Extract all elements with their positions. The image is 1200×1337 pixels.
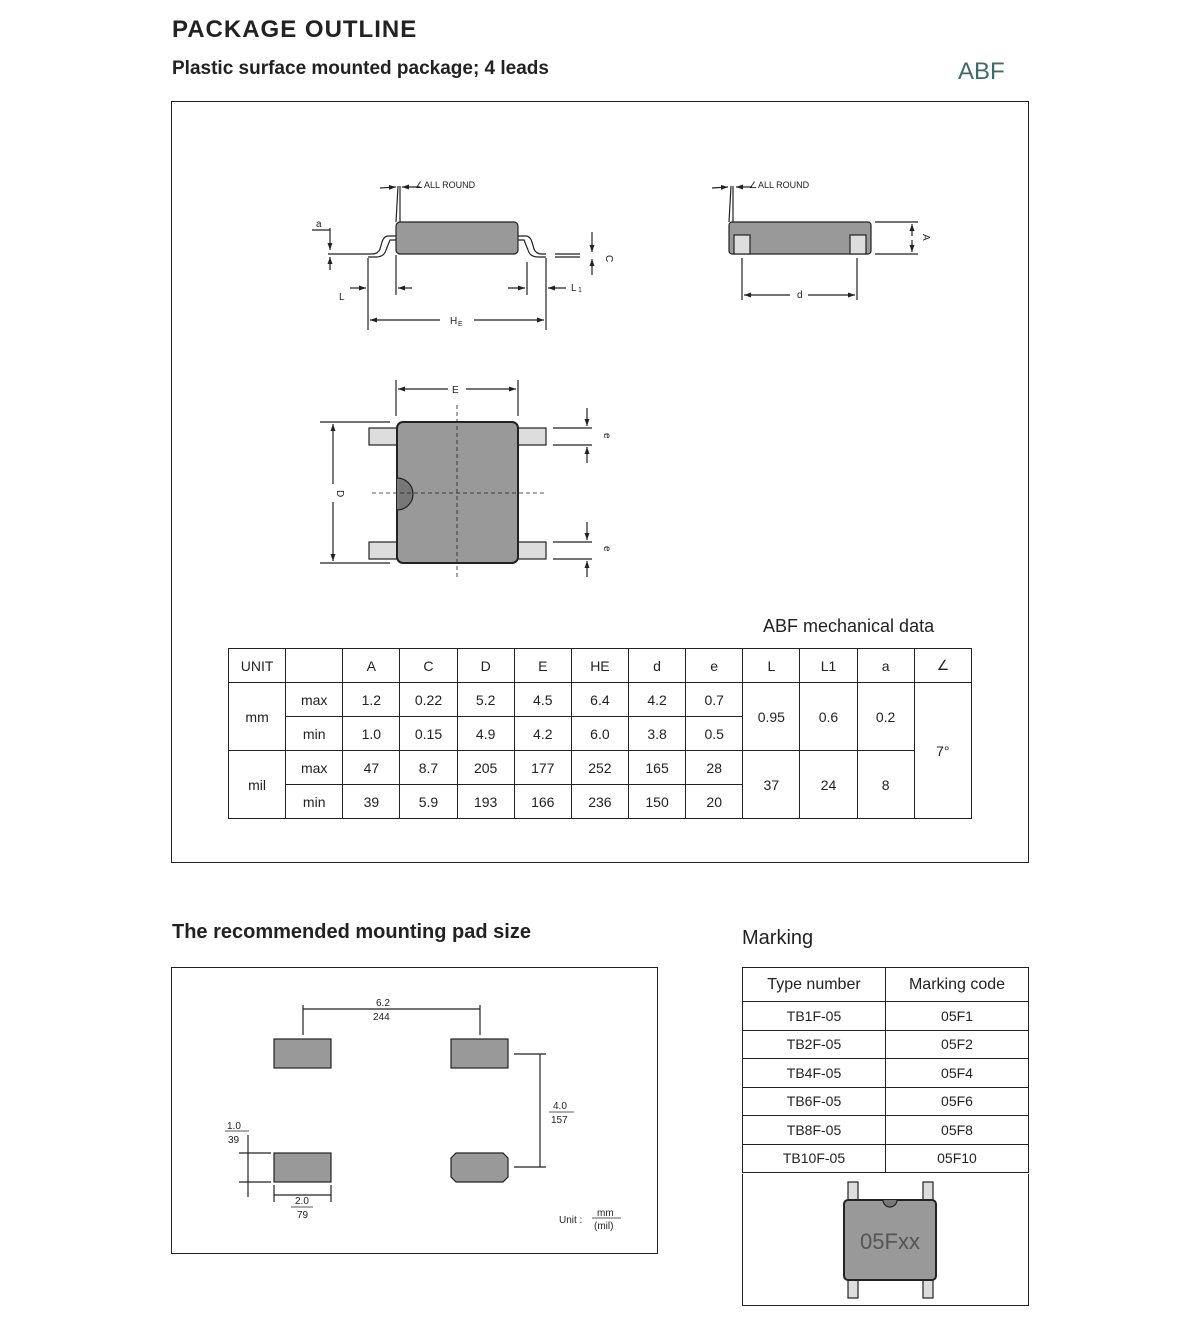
page-subtitle: Plastic surface mounted package; 4 leads: [172, 58, 549, 79]
side-body: [396, 222, 518, 254]
col-c: C: [400, 649, 457, 683]
table-row: [743, 968, 1029, 1002]
col-l: L: [743, 649, 800, 683]
d-big-label: D: [334, 490, 345, 498]
he-label: H: [450, 316, 458, 327]
angle-value: 7°: [914, 683, 971, 819]
col-he: HE: [571, 649, 628, 683]
col-d-small: d: [628, 649, 685, 683]
col-type: Type number: [743, 968, 886, 1002]
all-round-label-2: ALL ROUND: [758, 180, 810, 190]
col-d: D: [457, 649, 514, 683]
marking-chip: [742, 1174, 1029, 1306]
table-row: min 1.0 0.15 4.9 4.2 6.0 3.8 0.5: [229, 717, 972, 751]
outline-drawings: [0, 0, 1200, 620]
pad-height-mm: 4.0: [553, 1101, 567, 1112]
unit-mm: mm: [229, 683, 286, 751]
pad-h-mil: 39: [228, 1135, 240, 1146]
l1-label: L: [571, 283, 577, 294]
unit-mm: mm: [597, 1208, 614, 1219]
table-row: TB10F-05 05F10: [743, 1144, 1029, 1173]
page-title: PACKAGE OUTLINE: [172, 16, 418, 43]
pad-bottom-left: [274, 1153, 331, 1182]
side-view: [312, 186, 592, 330]
pad-top-left: [274, 1039, 331, 1068]
table-row: TB8F-05 05F8: [743, 1116, 1029, 1145]
col-e: E: [514, 649, 571, 683]
svg-text:∠: ∠: [415, 180, 424, 190]
e-top-label: E: [452, 385, 459, 396]
pad-width-mm: 6.2: [376, 998, 390, 1009]
d-small-label: d: [797, 290, 803, 301]
svg-text:E: E: [458, 321, 463, 328]
table-row: TB1F-05 05F1: [743, 1002, 1029, 1031]
l-label: L: [339, 292, 345, 303]
unit-label: Unit :: [559, 1215, 583, 1226]
col-unit: UNIT: [229, 649, 286, 683]
left-lead: [368, 236, 396, 254]
col-a-small: a: [857, 649, 914, 683]
table-row: mm max 1.2 0.22 5.2 4.5 6.4 4.2 0.7 0.95 0.6 0.2 7°: [229, 683, 972, 717]
table-row: mil max 47 8.7 205 177 252 165 28 37 24 8: [229, 751, 972, 785]
all-round-label-1: ALL ROUND: [424, 180, 476, 190]
big-a-label: A: [920, 234, 931, 241]
unit-mil: (mil): [594, 1221, 614, 1232]
pad-width-mil: 244: [373, 1012, 390, 1023]
pad-height-mil: 157: [551, 1115, 568, 1126]
svg-text:1: 1: [578, 287, 582, 294]
pad-w-mm: 2.0: [295, 1196, 309, 1207]
table-row: TB4F-05 05F4: [743, 1059, 1029, 1088]
pad-heading: The recommended mounting pad size: [172, 921, 531, 943]
e-pitch-label-2: e: [601, 546, 612, 552]
unit-mil: mil: [229, 751, 286, 819]
mech-table: [228, 648, 972, 819]
pad-w-mil: 79: [297, 1210, 309, 1221]
pad-top-right: [451, 1039, 508, 1068]
col-angle: ∠: [914, 649, 971, 683]
table-row: [229, 649, 972, 683]
marking-heading: Marking: [742, 927, 814, 949]
mech-caption: ABF mechanical data: [763, 616, 935, 636]
col-a: A: [343, 649, 400, 683]
col-l1: L1: [800, 649, 857, 683]
top-view: [320, 380, 592, 578]
col-e-pitch: e: [686, 649, 743, 683]
end-view: [712, 186, 918, 300]
right-lead: [518, 236, 546, 254]
c-label: C: [603, 255, 614, 263]
pad-drawing: [171, 967, 658, 1254]
col-code: Marking code: [886, 968, 1029, 1002]
a-label: a: [316, 219, 322, 230]
table-row: TB6F-05 05F6: [743, 1087, 1029, 1116]
marking-table: [742, 967, 1029, 1173]
pad-bottom-right: [451, 1153, 508, 1182]
package-code: ABF: [958, 58, 1005, 85]
pad-h-mm: 1.0: [227, 1121, 241, 1132]
e-pitch-label-1: e: [601, 433, 612, 439]
col-limit: [286, 649, 343, 683]
table-row: TB2F-05 05F2: [743, 1030, 1029, 1059]
svg-text:∠: ∠: [749, 180, 758, 190]
chip-marking-text: 05Fxx: [860, 1229, 920, 1254]
table-row: min 39 5.9 193 166 236 150 20: [229, 785, 972, 819]
